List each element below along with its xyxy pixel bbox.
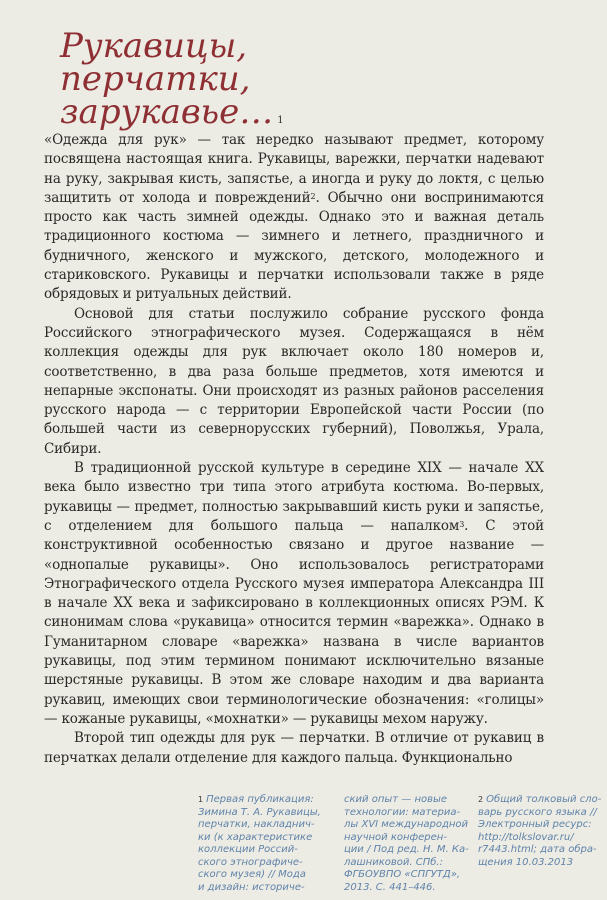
title-footnote-ref: 1 <box>277 115 284 126</box>
paragraph-text: Основой для статьи послужило собрание русского фонда Российского этнографического музея. Содержащаяся в нём коллекция одежды для рук включает около 180 номеров и, соответственно, в два раза больше предметов, хотя имеются и непарные экспонаты. Они происходят из разных районов расселения русского народа — с территории Европейской части России (по большей части из севернорусских губерний), Поволжья, Урала, Сибири. <box>44 305 544 457</box>
footnote-line <box>344 844 474 857</box>
title-line: Рукавицы, <box>60 26 248 66</box>
paragraph-text: Второй тип одежды для рук — перчатки. В отличие от рукавиц в перчатках делали отделение для каждого пальца. Функционально <box>44 730 544 766</box>
footnote-number: 1 <box>198 795 204 804</box>
footnote-text: лашниковой. СПб.: <box>344 856 443 868</box>
footnote-text: перчатки, накладнич- <box>198 819 315 830</box>
paragraph <box>44 729 544 768</box>
footnote-text: ского этнографиче- <box>198 856 303 868</box>
footnote-line <box>344 869 474 882</box>
footnote-text: Зимина Т. А. Рукавицы, <box>198 806 321 818</box>
footnote-line <box>198 882 326 895</box>
footnote-line <box>198 869 326 882</box>
footnote-line <box>478 794 602 807</box>
paragraph-text: В традиционной русской культуре в середине XIX — начале XX века было известно три типа этого атрибута костюма. Во-первых, рукавицы — предмет, полностью закрывавший кисть руки и запястье, с отделением для большого пальца — напалком <box>44 460 544 534</box>
footnote-ref: 3 <box>459 519 465 529</box>
footnote-text: Общий толковый сло- <box>486 794 602 805</box>
paragraph <box>44 131 544 305</box>
footnote-text: научной конферен- <box>344 831 447 843</box>
footnote-line <box>478 832 596 845</box>
footnote-line <box>478 807 596 820</box>
footnote-ref: 2 <box>310 191 316 201</box>
footnote-text: варь русского языка // <box>478 806 597 818</box>
footnote-text: ки (к характеристике <box>198 831 313 843</box>
footnote-text: http://tolkslovar.ru/ <box>478 831 574 843</box>
footnote-line <box>344 857 474 870</box>
footnote-line <box>198 794 326 807</box>
footnote-1-column-1 <box>198 794 326 894</box>
footnote-line <box>344 794 474 807</box>
footnote-text: технологии: материа- <box>344 806 461 818</box>
footnote-text: лы XVI международной <box>344 819 469 830</box>
paragraph-text: «Одежда для рук» — так нередко называют предмет, которому посвящена настоящая книга. Рукавицы, варежки, перчатки надевают на руку, закрывая кисть, запястье, а иногда и руку до локтя, с целью защитить от холода и повреждений <box>44 132 544 206</box>
footnote-line <box>198 807 326 820</box>
footnote-line <box>478 844 596 857</box>
footnote-line <box>344 807 474 820</box>
paragraph-text: . С этой конструктивной особенностью связано и другое название — «однопалые рукавицы». Оно использовалось регистраторами Этнографического отдела Русского музея императора Александра III в начале XX века и зафиксировано в коллекционных описях РЭМ. К синонимам слова «рукавица» относится термин «варежка». Однако в Гуманитарном словаре «варежка» названа в числе вариантов рукавицы, под этим термином понимают исключительно вязаные шерстяные рукавицы. В этом же словаре находим и два варианта рукавиц, имеющих свои терминологические обозначения: «голицы» — кожаные рукавицы, «мохнатки» — рукавицы мехом наружу. <box>44 517 544 727</box>
footnotes <box>198 794 602 900</box>
footnote-text: ции / Под ред. Н. М. Ка- <box>344 844 469 855</box>
paragraph-text: . Обычно они воспринимаются просто как часть зимней одежды. Однако это и важная деталь традиционного костюма — зимнего и летнего, праздничного и будничного, женского и мужского, детского, молодежного и стариковского. Рукавицы и перчатки использовали также в ряде обрядовых и ритуальных действий. <box>44 189 544 303</box>
title-line-with-footnote <box>60 92 480 132</box>
footnote-line <box>478 857 596 870</box>
footnote-2 <box>478 794 602 869</box>
footnote-1-column-2 <box>344 794 474 894</box>
footnote-text: ФГБОУВПО «СПГУТД», <box>344 869 461 880</box>
footnote-number: 2 <box>478 795 484 804</box>
footnote-line <box>198 857 326 870</box>
footnote-line <box>478 819 596 832</box>
footnote-text: коллекции Россий- <box>198 844 298 855</box>
footnote-line <box>198 844 326 857</box>
footnote-text: ского музея) // Мода <box>198 869 306 880</box>
body-text <box>44 131 544 768</box>
footnote-text: щения 10.03.2013 <box>478 856 574 868</box>
footnote-text: Электронный ресурс: <box>478 819 592 830</box>
footnote-text: ский опыт — новые <box>344 794 448 805</box>
footnote-line <box>344 832 474 845</box>
footnote-text: 2013. С. 441–446. <box>344 881 436 893</box>
title-line: перчатки, <box>60 59 251 99</box>
footnote-line <box>344 819 474 832</box>
footnote-line <box>198 819 326 832</box>
footnote-line <box>344 882 474 895</box>
chapter-title <box>60 26 480 132</box>
paragraph <box>44 305 544 459</box>
footnote-text: r7443.html; дата обра- <box>478 844 597 855</box>
footnote-text: Первая публикация: <box>206 794 314 805</box>
paragraph <box>44 459 544 729</box>
title-line: зарукавье… <box>60 92 274 132</box>
footnote-line <box>198 832 326 845</box>
footnote-text: и дизайн: историче- <box>198 881 305 893</box>
